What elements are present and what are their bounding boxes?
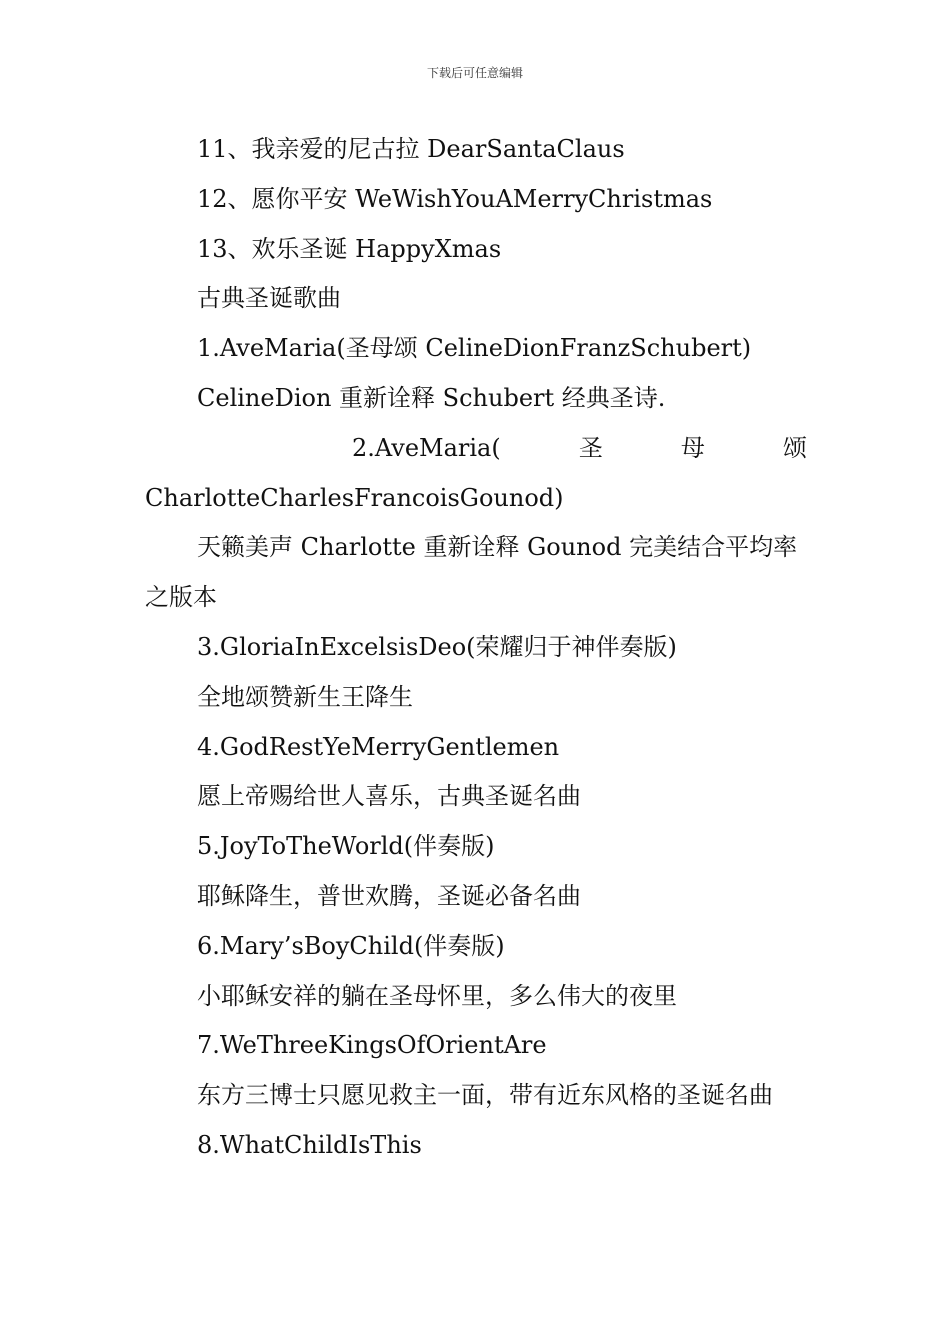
song-title: 1.AveMaria(圣母颂 CelineDionFranzSchubert)	[197, 334, 752, 363]
song-title: 8.WhatChildIsThis	[197, 1130, 422, 1159]
document-body	[145, 125, 807, 1171]
song-description: 东方三博士只愿见救主一面，带有近东风格的圣诞名曲	[197, 1081, 773, 1110]
list-item: 11、我亲爱的尼古拉 DearSantaClaus	[197, 135, 625, 163]
page-header: 下载后可任意编辑	[426, 66, 523, 80]
song-description: 小耶稣安祥的躺在圣母怀里，多么伟大的夜里	[197, 981, 677, 1010]
list-item: 13、欢乐圣诞 HappyXmas	[197, 234, 502, 263]
song-title-part: 母	[680, 433, 705, 462]
list-item: 12、愿你平安 WeWishYouAMerryChristmas	[197, 184, 713, 213]
song-title-part: 2.AveMaria(	[352, 433, 501, 462]
song-title: 5.JoyToTheWorld(伴奏版)	[197, 832, 495, 861]
song-title-justified	[145, 424, 807, 474]
section-heading: 古典圣诞歌曲	[197, 284, 341, 313]
song-title: 6.Mary’sBoyChild(伴奏版)	[197, 931, 505, 960]
song-title: 7.WeThreeKingsOfOrientAre	[197, 1031, 547, 1060]
song-description: 天籁美声 Charlotte 重新诠释 Gounod 完美结合平均率之版本	[145, 533, 798, 612]
song-description: CelineDion 重新诠释 Schubert 经典圣诗.	[197, 383, 666, 412]
song-title-continuation: CharlotteCharlesFrancoisGounod)	[145, 483, 564, 512]
song-title-part: 圣	[578, 433, 603, 462]
song-title: 3.GloriaInExcelsisDeo(荣耀归于神伴奏版)	[197, 632, 677, 661]
song-title-part: 颂	[782, 433, 807, 462]
song-title: 4.GodRestYeMerryGentlemen	[197, 732, 560, 761]
song-description: 耶稣降生，普世欢腾，圣诞必备名曲	[197, 881, 581, 910]
song-description: 全地颂赞新生王降生	[197, 682, 413, 711]
song-description: 愿上帝赐给世人喜乐，古典圣诞名曲	[197, 782, 581, 811]
